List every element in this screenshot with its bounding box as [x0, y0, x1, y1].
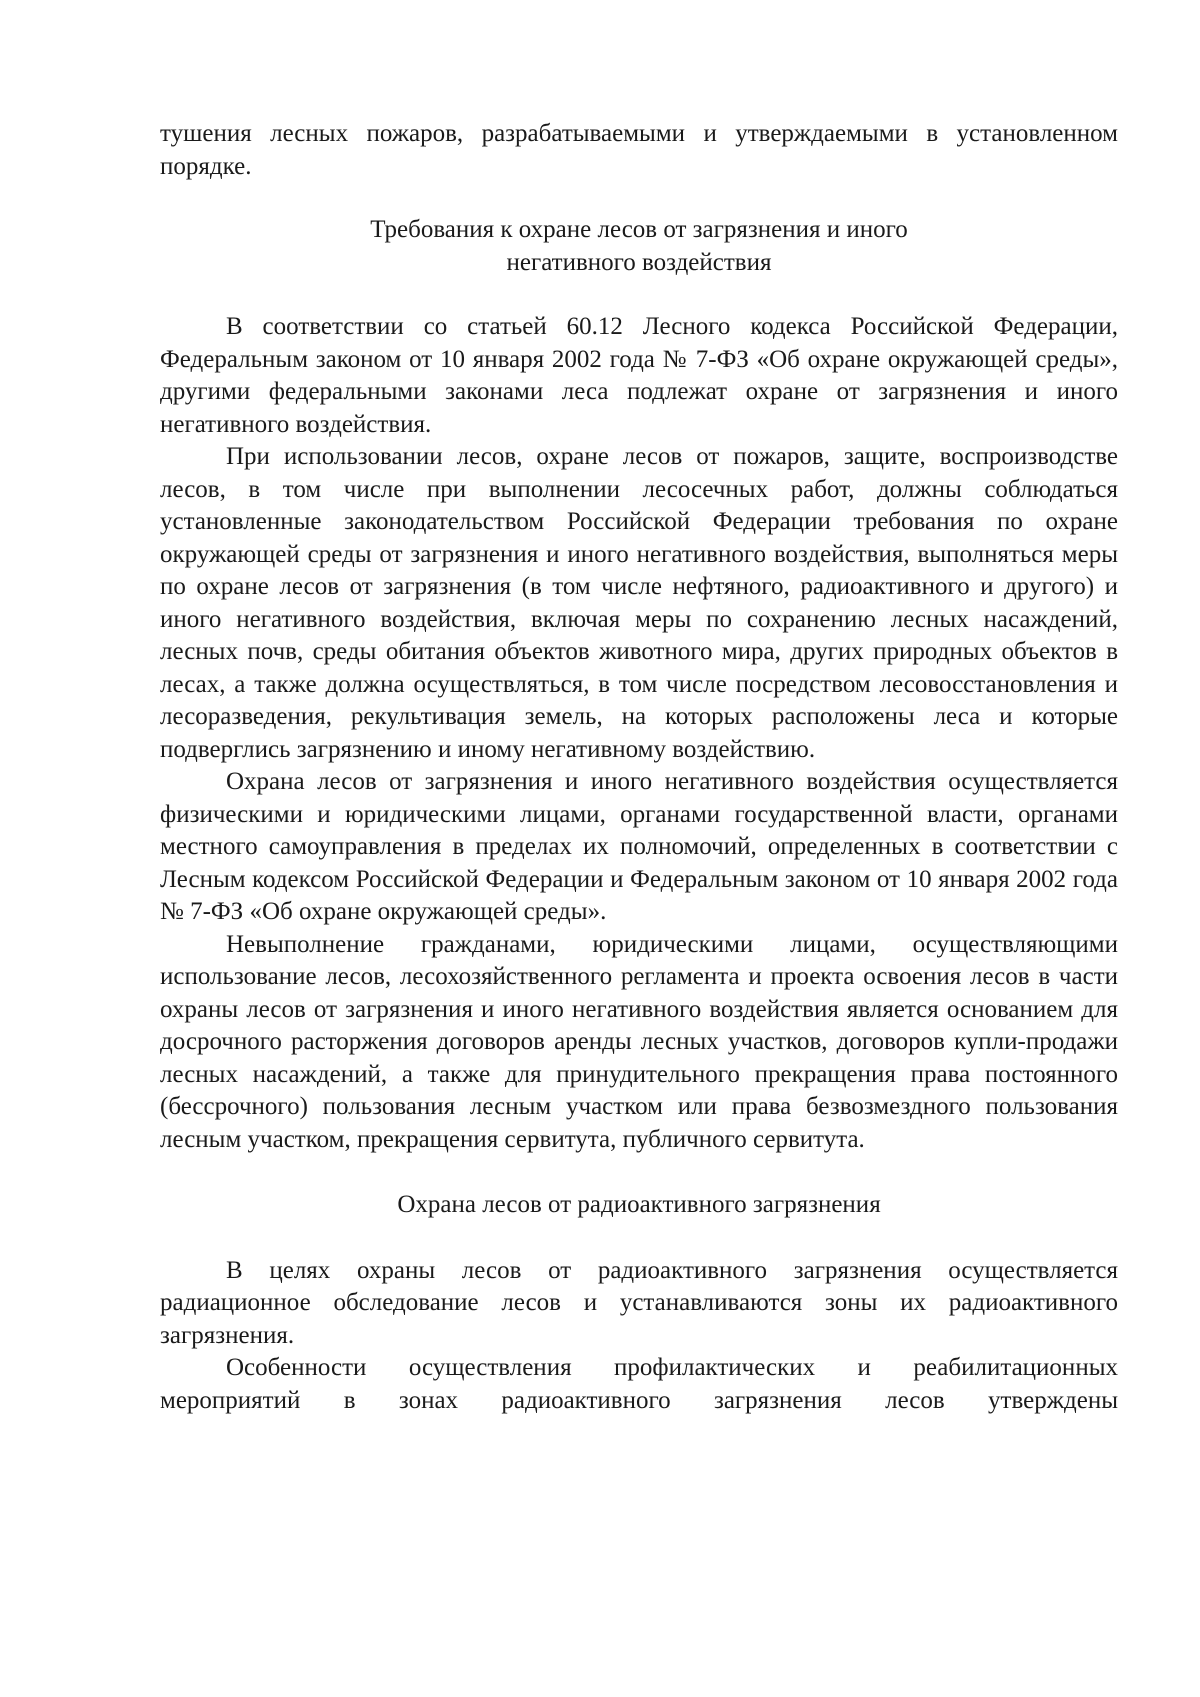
section-heading-radioactive-pollution: Охрана лесов от радиоактивного загрязнения [397, 1191, 881, 1218]
document-page [160, 118, 1118, 1417]
section-heading-line-1: Требования к охране лесов от загрязнения и иного [370, 216, 908, 243]
paragraph-rehabilitation-measures: Особенности осуществления профилактических и реабилитационных мероприятий в зонах радиоактивного загрязнения лесов утверждены [160, 1354, 1118, 1414]
section-heading-line-2: негативного воздействия [506, 248, 772, 276]
continuation-paragraph: тушения лесных пожаров, разрабатываемыми и утверждаемыми в установленном порядке. [160, 120, 1118, 180]
paragraph-requirements: При использовании лесов, охране лесов от пожаров, защите, воспроизводстве лесов, в том числе при выполнении лесосечных работ, должны соблюдаться установленные законодательством Российской Федерации требования по охране окружающей среды от загрязнения и иного негативного воздействия, выполняться меры по охране лесов от загрязнения (в том числе нефтяного, радиоактивного и другого) и иного негативного воздействия, включая меры по сохранению лесных насаждений, лесных почв, среды обитания объектов животного мира, других природных объектов в лесах, а также должна осуществляться, в том числе посредством лесовосстановления и лесоразведения, рекультивация земель, на которых расположены леса и которые подверглись загрязнению и иному негативному воздействию. [160, 443, 1118, 763]
paragraph-legal-basis: В соответствии со статьей 60.12 Лесного кодекса Российской Федерации, Федеральным законом от 10 января 2002 года № 7-ФЗ «Об охране окружающей среды», другими федеральными законами леса подлежат охране от загрязнения и иного негативного воздействия. [160, 313, 1118, 438]
paragraph-radiation-survey: В целях охраны лесов от радиоактивного загрязнения осуществляется радиационное обследование лесов и устанавливаются зоны их радиоактивного загрязнения. [160, 1256, 1118, 1349]
section-heading-pollution-protection [160, 214, 1118, 279]
paragraph-non-compliance: Невыполнение гражданами, юридическими лицами, осуществляющими использование лесов, лесохозяйственного регламента и проекта освоения лесов в части охраны лесов от загрязнения и иного негативного воздействия является основанием для досрочного расторжения договоров аренды лесных участков, договоров купли-продажи лесных насаждений, а также для принудительного прекращения права постоянного (бессрочного) пользования лесным участком или права безвозмездного пользования лесным участком, прекращения сервитута, публичного сервитута. [160, 930, 1118, 1153]
paragraph-responsible-parties: Охрана лесов от загрязнения и иного негативного воздействия осуществляется физическими и юридическими лицами, органами государственной власти, органами местного самоуправления в пределах их полномочий, определенных в соответствии с Лесным кодексом Российской Федерации и Федеральным законом от 10 января 2002 года № 7-ФЗ «Об охране окружающей среды». [160, 768, 1118, 925]
